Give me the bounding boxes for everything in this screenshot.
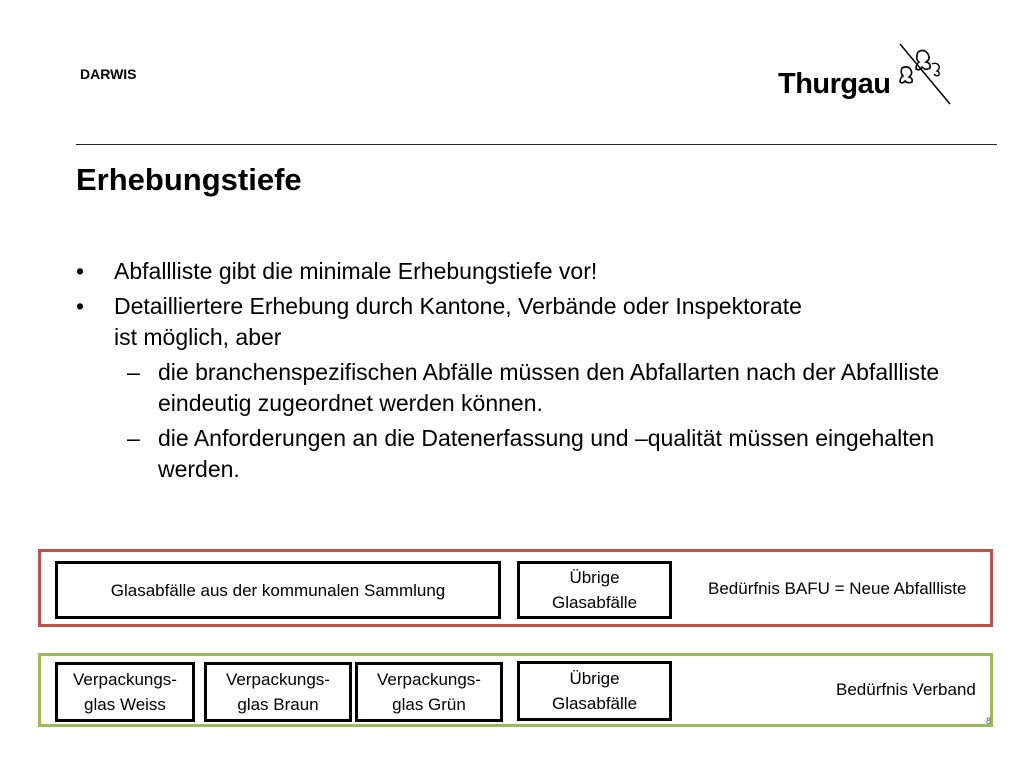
sub-bullet-mark: – — [127, 359, 140, 385]
box-text-line1: Verpackungs- — [377, 670, 481, 689]
sub-bullet-mark: – — [127, 425, 140, 451]
logo-text: Thurgau — [778, 68, 891, 100]
slide-title: Erhebungstiefe — [76, 162, 302, 197]
sub-bullet-item — [0, 357, 968, 419]
bullet-mark: • — [76, 293, 85, 319]
bullet-item — [0, 256, 814, 287]
box-text: Glasabfälle aus der kommunalen Sammlung — [110, 580, 446, 600]
bafu-need-label: Bedürfnis BAFU = Neue Abfallliste — [708, 579, 967, 598]
verband-need-label: Bedürfnis Verband — [836, 680, 976, 699]
box-text-line2: Glasabfälle — [551, 593, 638, 612]
box-text-line1: Verpackungs- — [226, 670, 330, 689]
sub-bullet-text: die branchenspezifischen Abfälle müssen den Abfallarten nach der Abfallliste eindeutig zugeordnet werden können. — [158, 359, 940, 416]
page-number: 8 — [986, 716, 992, 726]
slide-content — [0, 256, 1024, 489]
box-verpackungsglas-weiss — [55, 662, 195, 722]
box-text-line1: Verpackungs- — [73, 670, 177, 689]
thurgau-lions-emblem-icon — [896, 42, 952, 108]
bullet-text: Detailliertere Erhebung durch Kantone, Verbände oder Inspektorate ist möglich, aber — [114, 293, 802, 350]
box-uebrige-glasabfaelle — [517, 661, 672, 721]
box-verpackungsglas-gruen — [355, 662, 503, 722]
sub-bullet-item — [0, 423, 968, 485]
bullet-mark: • — [76, 258, 85, 284]
box-text-line1: Übrige — [569, 568, 620, 587]
box-text-line2: glas Grün — [392, 695, 466, 714]
header-label: DARWIS — [80, 66, 137, 82]
box-verpackungsglas-braun — [204, 662, 352, 722]
box-text-line1: Übrige — [569, 669, 620, 688]
thurgau-logo — [776, 42, 952, 108]
verband-need-group — [38, 653, 993, 727]
box-text-line2: glas Braun — [237, 695, 319, 714]
bullet-text: Abfallliste gibt die minimale Erhebungstiefe vor! — [114, 258, 598, 284]
box-text-line2: Glasabfälle — [551, 694, 638, 713]
sub-bullet-text: die Anforderungen an die Datenerfassung und –qualität müssen eingehalten werden. — [158, 425, 935, 482]
box-uebrige-glasabfaelle — [517, 561, 672, 619]
bafu-need-group — [38, 549, 993, 627]
header-divider — [76, 144, 997, 145]
box-text-line2: glas Weiss — [84, 695, 166, 714]
box-kommunale-sammlung — [55, 561, 501, 619]
bullet-item — [0, 291, 814, 353]
